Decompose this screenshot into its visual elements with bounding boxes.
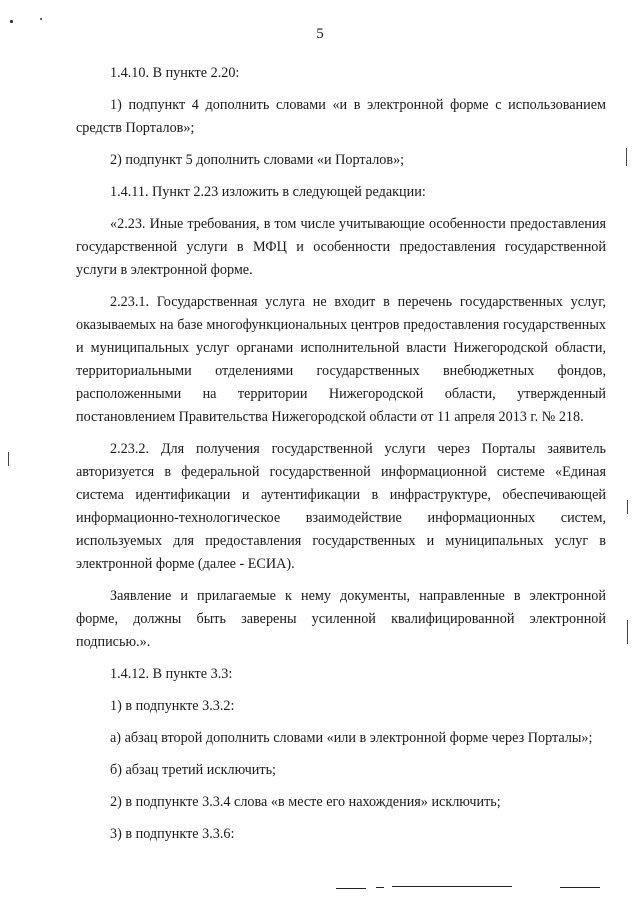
paragraph-item-a: а) абзац второй дополнить словами «или в электронной форме через Порталы»; <box>110 730 593 746</box>
paragraph-item-b: б) абзац третий исключить; <box>110 762 277 778</box>
paragraph-2-23-1: 2.23.1. Государственная услуга не входит в перечень государственных услуг, оказываемых на базе многофункциональных центров предоставления государственных и муниципальных услуг органами исполнительной власти Нижегородской области, территориальными отделениями государственных внебюджетных фондов, расположенными на территории Нижегородской области, утвержденный постановлением Правительства Нижегородской области от 11 апреля 2013 г. № 218. <box>76 294 606 425</box>
scan-edge-mark <box>627 500 628 514</box>
scan-speck <box>40 18 42 20</box>
paragraph-signature: Заявление и прилагаемые к нему документы, направленные в электронной форме, должны быть заверены усиленной квалифицированной электронной подписью.». <box>76 588 606 650</box>
paragraph-3-3-6: 3) в подпункте 3.3.6: <box>110 826 235 842</box>
paragraph-3-3-4: 2) в подпункте 3.3.4 слова «в месте его нахождения» исключить; <box>110 794 501 810</box>
scan-footer-line <box>336 888 366 889</box>
paragraph-1-4-10: 1.4.10. В пункте 2.20: <box>110 65 240 81</box>
scan-edge-mark <box>8 452 9 466</box>
scan-speck <box>10 20 13 23</box>
paragraph-1-4-11: 1.4.11. Пункт 2.23 изложить в следующей редакции: <box>110 184 426 200</box>
paragraph-3-3-2: 1) в подпункте 3.3.2: <box>110 698 235 714</box>
paragraph-subitem-5: 2) подпункт 5 дополнить словами «и Порталов»; <box>110 152 405 168</box>
scan-edge-mark <box>626 148 627 166</box>
scan-footer-line <box>376 887 384 888</box>
paragraph-1-4-12: 1.4.12. В пункте 3.3: <box>110 666 233 682</box>
paragraph-subitem-4: 1) подпункт 4 дополнить словами «и в электронной форме с использованием средств Порталов»; <box>76 97 606 136</box>
scan-footer-line <box>392 886 512 887</box>
page-number: 5 <box>316 26 324 42</box>
paragraph-2-23: «2.23. Иные требования, в том числе учитывающие особенности предоставления государственной услуги в МФЦ и особенности предоставления государственной услуги в электронной форме. <box>76 216 606 278</box>
scan-footer-line <box>560 887 600 888</box>
document-body <box>76 62 606 855</box>
paragraph-2-23-2: 2.23.2. Для получения государственной услуги через Порталы заявитель авторизуется в федеральной государственной информационной системе «Единая система идентификации и аутентификации в инфраструктуре, обеспечивающей информационно-технологическое взаимодействие информационных систем, используемых для предоставления государственных и муниципальных услуг в электронной форме (далее - ЕСИА). <box>76 441 606 572</box>
scan-edge-mark <box>627 620 628 644</box>
